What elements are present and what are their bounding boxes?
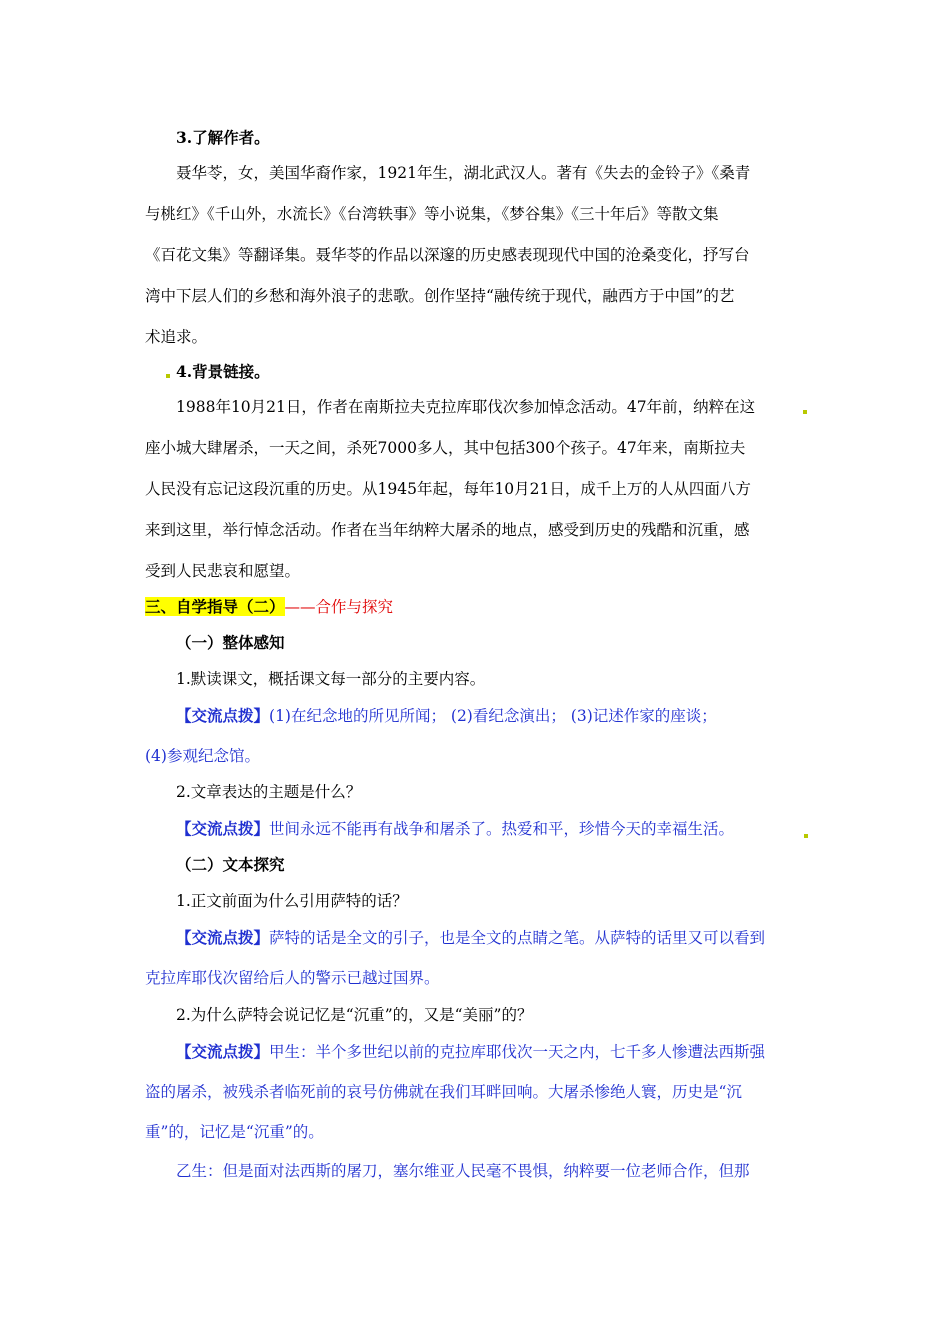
subsection-1-heading: （一）整体感知 bbox=[176, 633, 285, 652]
marker-dot bbox=[803, 410, 807, 414]
answer-line: 盗的屠杀，被残杀者临死前的哀号仿佛就在我们耳畔回响。大屠杀惨绝人寰，历史是“沉 bbox=[145, 1083, 742, 1101]
question: 1.默读课文，概括课文每一部分的主要内容。 bbox=[176, 670, 486, 688]
marker-dot bbox=[166, 374, 170, 378]
answer-tag: 【交流点拨】 bbox=[176, 928, 270, 947]
answer-line: 重”的，记忆是“沉重”的。 bbox=[145, 1123, 324, 1141]
section-3-line: 《百花文集》等翻译集。聂华苓的作品以深邃的历史感表现现代中国的沧桑变化，抒写台 bbox=[145, 246, 750, 264]
answer-tag: 【交流点拨】 bbox=[176, 1042, 270, 1061]
answer-line bbox=[176, 705, 841, 727]
question: 2.文章表达的主题是什么？ bbox=[176, 783, 362, 801]
section-4-line: 受到人民悲哀和愿望。 bbox=[145, 562, 301, 580]
section-3-line: 湾中下层人们的乡愁和海外浪子的悲歌。创作坚持“融传统于现代，融西方于中国”的艺 bbox=[145, 287, 735, 305]
answer-line bbox=[176, 818, 841, 840]
section-3-line: 聂华苓，女，美国华裔作家，1921年生，湖北武汉人。著有《失去的金铃子》《桑青 bbox=[176, 164, 751, 182]
section-3-heading: 3.了解作者。 bbox=[176, 128, 270, 147]
question: 1.正文前面为什么引用萨特的话？ bbox=[176, 892, 408, 910]
subsection-2-heading: （二）文本探究 bbox=[176, 855, 285, 874]
part-3-title-rest: ——合作与探究 bbox=[284, 598, 394, 616]
answer-line: 克拉库耶伐次留给后人的警示已越过国界。 bbox=[145, 969, 440, 987]
section-3-line: 与桃红》《千山外，水流长》《台湾轶事》等小说集，《梦谷集》《三十年后》等散文集 bbox=[145, 205, 719, 223]
answer-tag: 【交流点拨】 bbox=[176, 819, 270, 838]
section-3-line: 术追求。 bbox=[145, 328, 208, 346]
section-4-line: 座小城大肆屠杀，一天之间，杀死7000多人，其中包括300个孩子。47年来，南斯拉夫 bbox=[145, 439, 746, 457]
answer-text: (1)在纪念地的所见所闻； (2)看纪念演出； (3)记述作家的座谈； bbox=[269, 707, 717, 725]
question: 2.为什么萨特会说记忆是“沉重”的，又是“美丽”的？ bbox=[176, 1006, 533, 1024]
section-4-line: 人民没有忘记这段沉重的历史。从1945年起，每年10月21日，成千上万的人从四面八方 bbox=[145, 480, 751, 498]
part-3-title bbox=[145, 596, 810, 618]
answer-text: 萨特的话是全文的引子，也是全文的点睛之笔。从萨特的话里又可以看到 bbox=[269, 929, 766, 947]
section-4-heading: 4.背景链接。 bbox=[176, 362, 270, 381]
answer-text: 世间永远不能再有战争和屠杀了。热爱和平，珍惜今天的幸福生活。 bbox=[269, 820, 735, 838]
answer-line: 乙生：但是面对法西斯的屠刀，塞尔维亚人民毫不畏惧，纳粹要一位老师合作，但那 bbox=[176, 1162, 750, 1180]
section-4-line: 来到这里，举行悼念活动。作者在当年纳粹大屠杀的地点，感受到历史的残酷和沉重，感 bbox=[145, 521, 750, 539]
answer-tag: 【交流点拨】 bbox=[176, 706, 270, 725]
answer-line bbox=[176, 927, 841, 949]
answer-line bbox=[176, 1041, 841, 1063]
answer-line: (4)参观纪念馆。 bbox=[145, 747, 260, 765]
section-4-line: 1988年10月21日，作者在南斯拉夫克拉库耶伐次参加悼念活动。47年前，纳粹在这 bbox=[176, 398, 756, 416]
part-3-title-highlight: 三、自学指导（二） bbox=[145, 597, 285, 616]
marker-dot bbox=[804, 834, 808, 838]
answer-text: 甲生：半个多世纪以前的克拉库耶伐次一天之内，七千多人惨遭法西斯强 bbox=[269, 1043, 766, 1061]
